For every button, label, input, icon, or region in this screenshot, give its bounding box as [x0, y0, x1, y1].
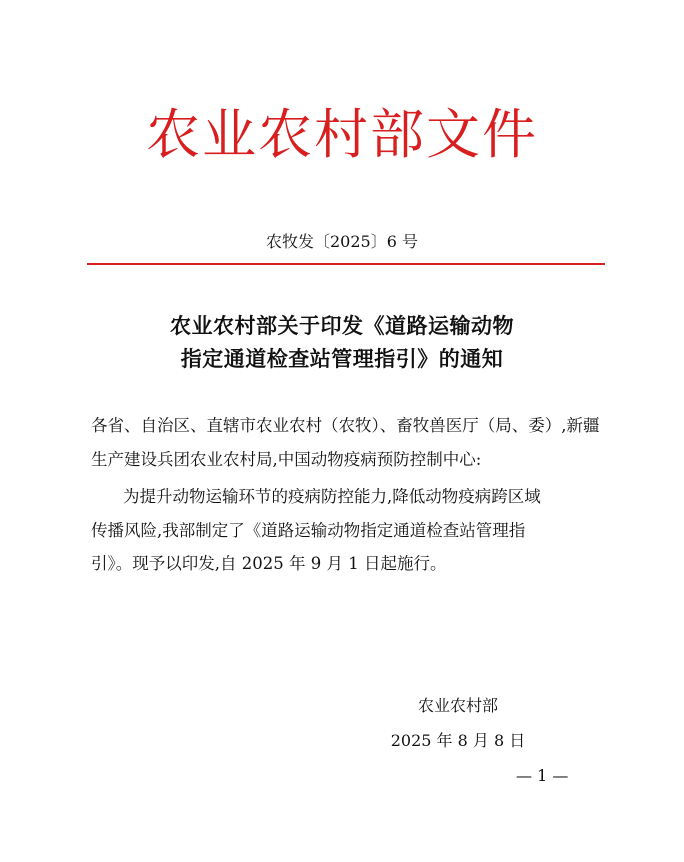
body-line-2: 生产建设兵团农业农村局,中国动物疫病预防控制中心:: [91, 450, 482, 469]
page-number: — 1 —: [516, 766, 569, 785]
notice-title-line-2: 指定通道检查站管理指引》的通知: [180, 346, 504, 371]
signature-issuer: 农业农村部: [417, 696, 499, 715]
body-line-1: 各省、自治区、直辖市农业农村（农牧）、畜牧兽医厅（局、委）,新疆: [91, 416, 600, 435]
red-divider-line: [87, 263, 605, 265]
document-header-title: 农业农村部文件: [146, 103, 538, 166]
body-line-4: 传播风险,我部制定了《道路运输动物指定通道检查站管理指: [91, 521, 526, 540]
body-line-5: 引》。现予以印发,自 2025 年 9 月 1 日起施行。: [91, 554, 447, 573]
body-line-3: 为提升动物运输环节的疫病防控能力,降低动物疫病跨区域: [123, 487, 541, 506]
signature-date: 2025 年 8 月 8 日: [390, 731, 526, 750]
notice-title-line-1: 农业农村部关于印发《道路运输动物: [170, 313, 514, 338]
document-number: 农牧发〔2025〕6 号: [266, 232, 418, 251]
